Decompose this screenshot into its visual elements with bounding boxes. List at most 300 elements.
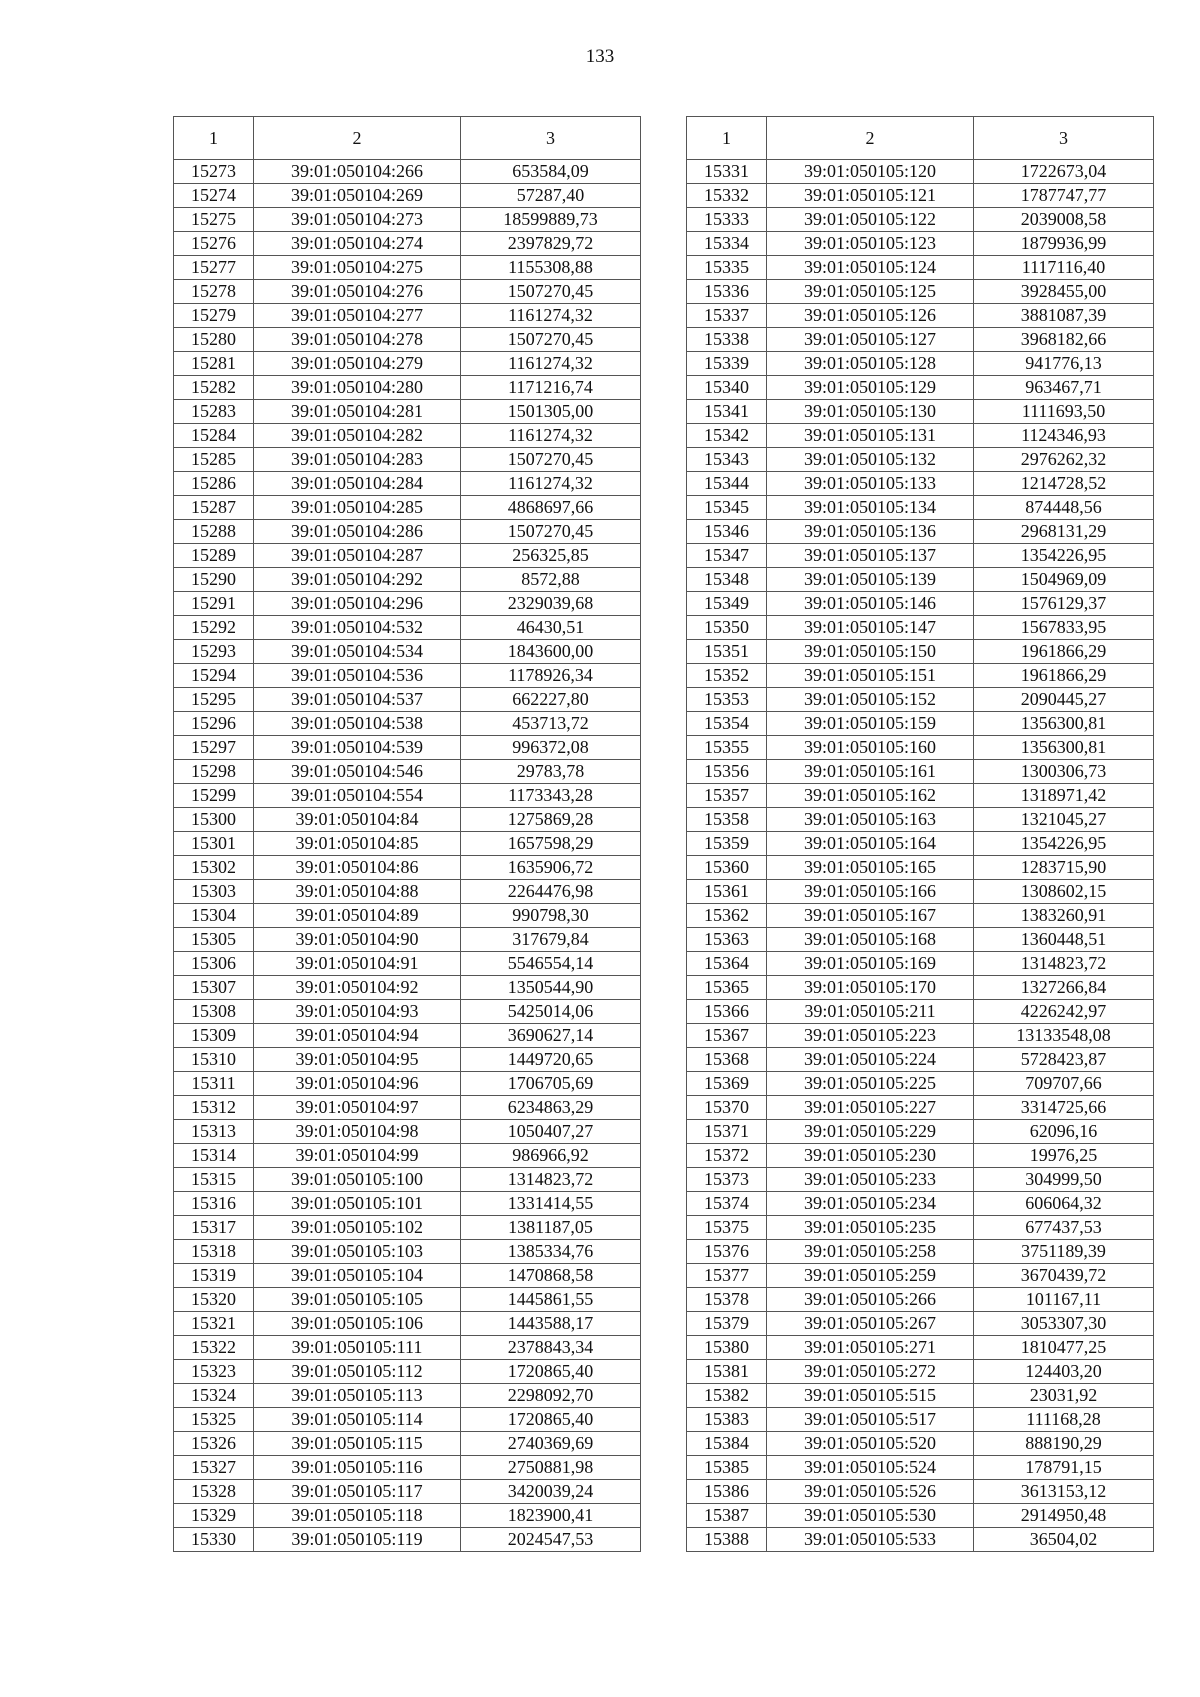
table-row bbox=[687, 280, 1154, 304]
value-cell: 1504969,09 bbox=[974, 568, 1154, 592]
cadastral-number-cell: 39:01:050105:169 bbox=[767, 952, 974, 976]
cadastral-number-cell: 39:01:050104:287 bbox=[254, 544, 461, 568]
row-number-cell: 15283 bbox=[174, 400, 254, 424]
cadastral-number-cell: 39:01:050104:90 bbox=[254, 928, 461, 952]
value-cell: 1507270,45 bbox=[461, 328, 641, 352]
cadastral-number-cell: 39:01:050104:281 bbox=[254, 400, 461, 424]
table-row bbox=[174, 976, 641, 1000]
table-row bbox=[174, 232, 641, 256]
table-row bbox=[174, 1048, 641, 1072]
cadastral-number-cell: 39:01:050105:165 bbox=[767, 856, 974, 880]
table-row bbox=[687, 760, 1154, 784]
row-number-cell: 15374 bbox=[687, 1192, 767, 1216]
table-row bbox=[174, 1480, 641, 1504]
value-cell: 1360448,51 bbox=[974, 928, 1154, 952]
value-cell: 2039008,58 bbox=[974, 208, 1154, 232]
header-row bbox=[687, 117, 1154, 160]
table-row bbox=[174, 1264, 641, 1288]
table-row bbox=[687, 1192, 1154, 1216]
row-number-cell: 15376 bbox=[687, 1240, 767, 1264]
table-row bbox=[174, 472, 641, 496]
row-number-cell: 15317 bbox=[174, 1216, 254, 1240]
table-row bbox=[687, 1504, 1154, 1528]
column-header-2: 2 bbox=[767, 117, 974, 160]
value-cell: 1161274,32 bbox=[461, 424, 641, 448]
value-cell: 1720865,40 bbox=[461, 1360, 641, 1384]
value-cell: 1161274,32 bbox=[461, 304, 641, 328]
cadastral-number-cell: 39:01:050104:534 bbox=[254, 640, 461, 664]
row-number-cell: 15358 bbox=[687, 808, 767, 832]
row-number-cell: 15329 bbox=[174, 1504, 254, 1528]
right-table bbox=[686, 116, 1154, 1552]
cadastral-number-cell: 39:01:050105:111 bbox=[254, 1336, 461, 1360]
value-cell: 1501305,00 bbox=[461, 400, 641, 424]
table-row bbox=[174, 1120, 641, 1144]
row-number-cell: 15310 bbox=[174, 1048, 254, 1072]
value-cell: 3928455,00 bbox=[974, 280, 1154, 304]
row-number-cell: 15388 bbox=[687, 1528, 767, 1552]
value-cell: 36504,02 bbox=[974, 1528, 1154, 1552]
value-cell: 1117116,40 bbox=[974, 256, 1154, 280]
cadastral-number-cell: 39:01:050105:128 bbox=[767, 352, 974, 376]
cadastral-number-cell: 39:01:050105:122 bbox=[767, 208, 974, 232]
value-cell: 2397829,72 bbox=[461, 232, 641, 256]
table-row bbox=[174, 544, 641, 568]
table-row bbox=[174, 808, 641, 832]
value-cell: 1961866,29 bbox=[974, 640, 1154, 664]
cadastral-number-cell: 39:01:050104:86 bbox=[254, 856, 461, 880]
value-cell: 57287,40 bbox=[461, 184, 641, 208]
row-number-cell: 15276 bbox=[174, 232, 254, 256]
row-number-cell: 15334 bbox=[687, 232, 767, 256]
cadastral-number-cell: 39:01:050105:106 bbox=[254, 1312, 461, 1336]
cadastral-number-cell: 39:01:050105:266 bbox=[767, 1288, 974, 1312]
table-row bbox=[687, 256, 1154, 280]
cadastral-number-cell: 39:01:050105:234 bbox=[767, 1192, 974, 1216]
row-number-cell: 15369 bbox=[687, 1072, 767, 1096]
cadastral-number-cell: 39:01:050105:114 bbox=[254, 1408, 461, 1432]
value-cell: 1314823,72 bbox=[461, 1168, 641, 1192]
row-number-cell: 15290 bbox=[174, 568, 254, 592]
cadastral-number-cell: 39:01:050105:229 bbox=[767, 1120, 974, 1144]
table-row bbox=[174, 1024, 641, 1048]
row-number-cell: 15327 bbox=[174, 1456, 254, 1480]
value-cell: 5728423,87 bbox=[974, 1048, 1154, 1072]
row-number-cell: 15352 bbox=[687, 664, 767, 688]
cadastral-number-cell: 39:01:050104:536 bbox=[254, 664, 461, 688]
cadastral-number-cell: 39:01:050105:530 bbox=[767, 1504, 974, 1528]
cadastral-number-cell: 39:01:050105:267 bbox=[767, 1312, 974, 1336]
row-number-cell: 15365 bbox=[687, 976, 767, 1000]
table-row bbox=[174, 904, 641, 928]
value-cell: 1657598,29 bbox=[461, 832, 641, 856]
row-number-cell: 15375 bbox=[687, 1216, 767, 1240]
table-row bbox=[687, 400, 1154, 424]
row-number-cell: 15340 bbox=[687, 376, 767, 400]
cadastral-number-cell: 39:01:050104:532 bbox=[254, 616, 461, 640]
table-row bbox=[687, 808, 1154, 832]
table-row bbox=[174, 1432, 641, 1456]
row-number-cell: 15379 bbox=[687, 1312, 767, 1336]
value-cell: 1720865,40 bbox=[461, 1408, 641, 1432]
value-cell: 2298092,70 bbox=[461, 1384, 641, 1408]
cadastral-number-cell: 39:01:050104:275 bbox=[254, 256, 461, 280]
cadastral-number-cell: 39:01:050104:269 bbox=[254, 184, 461, 208]
cadastral-number-cell: 39:01:050105:139 bbox=[767, 568, 974, 592]
value-cell: 1383260,91 bbox=[974, 904, 1154, 928]
row-number-cell: 15274 bbox=[174, 184, 254, 208]
row-number-cell: 15342 bbox=[687, 424, 767, 448]
value-cell: 1300306,73 bbox=[974, 760, 1154, 784]
cadastral-number-cell: 39:01:050104:97 bbox=[254, 1096, 461, 1120]
value-cell: 1327266,84 bbox=[974, 976, 1154, 1000]
cadastral-number-cell: 39:01:050105:112 bbox=[254, 1360, 461, 1384]
table-row bbox=[687, 976, 1154, 1000]
value-cell: 1507270,45 bbox=[461, 520, 641, 544]
row-number-cell: 15360 bbox=[687, 856, 767, 880]
value-cell: 1507270,45 bbox=[461, 448, 641, 472]
cadastral-number-cell: 39:01:050105:223 bbox=[767, 1024, 974, 1048]
table-row bbox=[687, 616, 1154, 640]
cadastral-number-cell: 39:01:050104:283 bbox=[254, 448, 461, 472]
row-number-cell: 15321 bbox=[174, 1312, 254, 1336]
value-cell: 4868697,66 bbox=[461, 496, 641, 520]
row-number-cell: 15377 bbox=[687, 1264, 767, 1288]
table-row bbox=[174, 520, 641, 544]
table-row bbox=[687, 928, 1154, 952]
table-row bbox=[687, 472, 1154, 496]
cadastral-number-cell: 39:01:050105:124 bbox=[767, 256, 974, 280]
cadastral-number-cell: 39:01:050105:227 bbox=[767, 1096, 974, 1120]
cadastral-number-cell: 39:01:050105:235 bbox=[767, 1216, 974, 1240]
row-number-cell: 15282 bbox=[174, 376, 254, 400]
row-number-cell: 15354 bbox=[687, 712, 767, 736]
row-number-cell: 15357 bbox=[687, 784, 767, 808]
cadastral-number-cell: 39:01:050104:88 bbox=[254, 880, 461, 904]
value-cell: 3751189,39 bbox=[974, 1240, 1154, 1264]
column-header-2: 2 bbox=[254, 117, 461, 160]
row-number-cell: 15328 bbox=[174, 1480, 254, 1504]
cadastral-number-cell: 39:01:050104:285 bbox=[254, 496, 461, 520]
cadastral-number-cell: 39:01:050104:554 bbox=[254, 784, 461, 808]
table-row bbox=[687, 832, 1154, 856]
table-row bbox=[174, 424, 641, 448]
value-cell: 996372,08 bbox=[461, 736, 641, 760]
cadastral-number-cell: 39:01:050104:279 bbox=[254, 352, 461, 376]
cadastral-number-cell: 39:01:050105:125 bbox=[767, 280, 974, 304]
row-number-cell: 15331 bbox=[687, 160, 767, 184]
table-row bbox=[687, 1024, 1154, 1048]
row-number-cell: 15332 bbox=[687, 184, 767, 208]
table-row bbox=[687, 304, 1154, 328]
cadastral-number-cell: 39:01:050104:286 bbox=[254, 520, 461, 544]
cadastral-number-cell: 39:01:050104:91 bbox=[254, 952, 461, 976]
value-cell: 941776,13 bbox=[974, 352, 1154, 376]
cadastral-number-cell: 39:01:050105:146 bbox=[767, 592, 974, 616]
cadastral-number-cell: 39:01:050105:526 bbox=[767, 1480, 974, 1504]
row-number-cell: 15313 bbox=[174, 1120, 254, 1144]
table-row bbox=[174, 1408, 641, 1432]
row-number-cell: 15337 bbox=[687, 304, 767, 328]
value-cell: 986966,92 bbox=[461, 1144, 641, 1168]
value-cell: 8572,88 bbox=[461, 568, 641, 592]
row-number-cell: 15294 bbox=[174, 664, 254, 688]
row-number-cell: 15385 bbox=[687, 1456, 767, 1480]
value-cell: 653584,09 bbox=[461, 160, 641, 184]
row-number-cell: 15278 bbox=[174, 280, 254, 304]
value-cell: 13133548,08 bbox=[974, 1024, 1154, 1048]
row-number-cell: 15306 bbox=[174, 952, 254, 976]
row-number-cell: 15384 bbox=[687, 1432, 767, 1456]
value-cell: 1155308,88 bbox=[461, 256, 641, 280]
cadastral-number-cell: 39:01:050105:129 bbox=[767, 376, 974, 400]
row-number-cell: 15302 bbox=[174, 856, 254, 880]
table-row bbox=[174, 400, 641, 424]
row-number-cell: 15323 bbox=[174, 1360, 254, 1384]
row-number-cell: 15333 bbox=[687, 208, 767, 232]
table-row bbox=[687, 1120, 1154, 1144]
value-cell: 1321045,27 bbox=[974, 808, 1154, 832]
row-number-cell: 15286 bbox=[174, 472, 254, 496]
table-row bbox=[174, 736, 641, 760]
table-row bbox=[174, 1000, 641, 1024]
value-cell: 2090445,27 bbox=[974, 688, 1154, 712]
value-cell: 1443588,17 bbox=[461, 1312, 641, 1336]
cadastral-number-cell: 39:01:050104:273 bbox=[254, 208, 461, 232]
table-row bbox=[174, 1312, 641, 1336]
table-row bbox=[174, 1360, 641, 1384]
value-cell: 1507270,45 bbox=[461, 280, 641, 304]
column-header-1: 1 bbox=[687, 117, 767, 160]
row-number-cell: 15289 bbox=[174, 544, 254, 568]
row-number-cell: 15381 bbox=[687, 1360, 767, 1384]
table-row bbox=[174, 1096, 641, 1120]
table-row bbox=[687, 544, 1154, 568]
table-row bbox=[174, 304, 641, 328]
table-row bbox=[174, 1384, 641, 1408]
value-cell: 3881087,39 bbox=[974, 304, 1154, 328]
table-row bbox=[687, 160, 1154, 184]
value-cell: 1354226,95 bbox=[974, 544, 1154, 568]
table-row bbox=[174, 760, 641, 784]
row-number-cell: 15304 bbox=[174, 904, 254, 928]
cadastral-number-cell: 39:01:050105:524 bbox=[767, 1456, 974, 1480]
table-row bbox=[174, 1528, 641, 1552]
row-number-cell: 15291 bbox=[174, 592, 254, 616]
row-number-cell: 15351 bbox=[687, 640, 767, 664]
row-number-cell: 15345 bbox=[687, 496, 767, 520]
column-header-1: 1 bbox=[174, 117, 254, 160]
table-row bbox=[687, 568, 1154, 592]
row-number-cell: 15311 bbox=[174, 1072, 254, 1096]
value-cell: 1050407,27 bbox=[461, 1120, 641, 1144]
table-row bbox=[174, 448, 641, 472]
cadastral-number-cell: 39:01:050104:538 bbox=[254, 712, 461, 736]
table-row bbox=[687, 1072, 1154, 1096]
value-cell: 1576129,37 bbox=[974, 592, 1154, 616]
table-row bbox=[687, 208, 1154, 232]
table-row bbox=[687, 1384, 1154, 1408]
row-number-cell: 15322 bbox=[174, 1336, 254, 1360]
table-row bbox=[174, 592, 641, 616]
cadastral-number-cell: 39:01:050104:292 bbox=[254, 568, 461, 592]
table-row bbox=[174, 928, 641, 952]
row-number-cell: 15297 bbox=[174, 736, 254, 760]
table-row bbox=[174, 616, 641, 640]
cadastral-number-cell: 39:01:050104:85 bbox=[254, 832, 461, 856]
cadastral-number-cell: 39:01:050105:120 bbox=[767, 160, 974, 184]
cadastral-number-cell: 39:01:050105:259 bbox=[767, 1264, 974, 1288]
value-cell: 317679,84 bbox=[461, 928, 641, 952]
table-row bbox=[174, 1168, 641, 1192]
page-number: 133 bbox=[585, 46, 615, 67]
value-cell: 62096,16 bbox=[974, 1120, 1154, 1144]
row-number-cell: 15359 bbox=[687, 832, 767, 856]
row-number-cell: 15298 bbox=[174, 760, 254, 784]
cadastral-number-cell: 39:01:050104:277 bbox=[254, 304, 461, 328]
value-cell: 1810477,25 bbox=[974, 1336, 1154, 1360]
table-row bbox=[174, 184, 641, 208]
row-number-cell: 15277 bbox=[174, 256, 254, 280]
value-cell: 1823900,41 bbox=[461, 1504, 641, 1528]
value-cell: 2750881,98 bbox=[461, 1456, 641, 1480]
cadastral-number-cell: 39:01:050104:95 bbox=[254, 1048, 461, 1072]
row-number-cell: 15344 bbox=[687, 472, 767, 496]
row-number-cell: 15305 bbox=[174, 928, 254, 952]
value-cell: 1356300,81 bbox=[974, 736, 1154, 760]
row-number-cell: 15336 bbox=[687, 280, 767, 304]
table-row bbox=[687, 1216, 1154, 1240]
cadastral-number-cell: 39:01:050105:520 bbox=[767, 1432, 974, 1456]
row-number-cell: 15279 bbox=[174, 304, 254, 328]
value-cell: 1381187,05 bbox=[461, 1216, 641, 1240]
cadastral-number-cell: 39:01:050105:147 bbox=[767, 616, 974, 640]
value-cell: 2740369,69 bbox=[461, 1432, 641, 1456]
table-row bbox=[687, 496, 1154, 520]
table-row bbox=[174, 352, 641, 376]
row-number-cell: 15368 bbox=[687, 1048, 767, 1072]
table-row bbox=[687, 688, 1154, 712]
table-row bbox=[174, 1216, 641, 1240]
row-number-cell: 15284 bbox=[174, 424, 254, 448]
value-cell: 1314823,72 bbox=[974, 952, 1154, 976]
column-header-3: 3 bbox=[461, 117, 641, 160]
row-number-cell: 15299 bbox=[174, 784, 254, 808]
value-cell: 1124346,93 bbox=[974, 424, 1154, 448]
cadastral-number-cell: 39:01:050105:127 bbox=[767, 328, 974, 352]
row-number-cell: 15281 bbox=[174, 352, 254, 376]
row-number-cell: 15347 bbox=[687, 544, 767, 568]
value-cell: 1318971,42 bbox=[974, 784, 1154, 808]
table-row bbox=[687, 1096, 1154, 1120]
row-number-cell: 15319 bbox=[174, 1264, 254, 1288]
row-number-cell: 15316 bbox=[174, 1192, 254, 1216]
cadastral-number-cell: 39:01:050105:533 bbox=[767, 1528, 974, 1552]
value-cell: 1470868,58 bbox=[461, 1264, 641, 1288]
table-row bbox=[687, 712, 1154, 736]
cadastral-number-cell: 39:01:050105:272 bbox=[767, 1360, 974, 1384]
value-cell: 2329039,68 bbox=[461, 592, 641, 616]
table-row bbox=[687, 448, 1154, 472]
row-number-cell: 15330 bbox=[174, 1528, 254, 1552]
cadastral-number-cell: 39:01:050104:276 bbox=[254, 280, 461, 304]
value-cell: 3690627,14 bbox=[461, 1024, 641, 1048]
value-cell: 1161274,32 bbox=[461, 472, 641, 496]
table-row bbox=[687, 1408, 1154, 1432]
cadastral-number-cell: 39:01:050105:126 bbox=[767, 304, 974, 328]
row-number-cell: 15364 bbox=[687, 952, 767, 976]
row-number-cell: 15307 bbox=[174, 976, 254, 1000]
value-cell: 29783,78 bbox=[461, 760, 641, 784]
value-cell: 1275869,28 bbox=[461, 808, 641, 832]
cadastral-number-cell: 39:01:050105:100 bbox=[254, 1168, 461, 1192]
value-cell: 2914950,48 bbox=[974, 1504, 1154, 1528]
row-number-cell: 15371 bbox=[687, 1120, 767, 1144]
row-number-cell: 15292 bbox=[174, 616, 254, 640]
table-row bbox=[174, 1192, 641, 1216]
row-number-cell: 15355 bbox=[687, 736, 767, 760]
value-cell: 1354226,95 bbox=[974, 832, 1154, 856]
value-cell: 1843600,00 bbox=[461, 640, 641, 664]
cadastral-number-cell: 39:01:050104:546 bbox=[254, 760, 461, 784]
value-cell: 453713,72 bbox=[461, 712, 641, 736]
row-number-cell: 15373 bbox=[687, 1168, 767, 1192]
cadastral-number-cell: 39:01:050104:99 bbox=[254, 1144, 461, 1168]
table-row bbox=[687, 1144, 1154, 1168]
value-cell: 3053307,30 bbox=[974, 1312, 1154, 1336]
value-cell: 1331414,55 bbox=[461, 1192, 641, 1216]
cadastral-number-cell: 39:01:050105:161 bbox=[767, 760, 974, 784]
row-number-cell: 15296 bbox=[174, 712, 254, 736]
cadastral-number-cell: 39:01:050104:284 bbox=[254, 472, 461, 496]
table-row bbox=[174, 688, 641, 712]
value-cell: 1171216,74 bbox=[461, 376, 641, 400]
value-cell: 3420039,24 bbox=[461, 1480, 641, 1504]
table-row bbox=[174, 1144, 641, 1168]
table-row bbox=[687, 1240, 1154, 1264]
value-cell: 1350544,90 bbox=[461, 976, 641, 1000]
table-row bbox=[174, 640, 641, 664]
value-cell: 101167,11 bbox=[974, 1288, 1154, 1312]
row-number-cell: 15353 bbox=[687, 688, 767, 712]
cadastral-number-cell: 39:01:050105:271 bbox=[767, 1336, 974, 1360]
cadastral-number-cell: 39:01:050105:515 bbox=[767, 1384, 974, 1408]
cadastral-number-cell: 39:01:050104:537 bbox=[254, 688, 461, 712]
row-number-cell: 15325 bbox=[174, 1408, 254, 1432]
cadastral-number-cell: 39:01:050105:117 bbox=[254, 1480, 461, 1504]
row-number-cell: 15378 bbox=[687, 1288, 767, 1312]
column-header-3: 3 bbox=[974, 117, 1154, 160]
cadastral-number-cell: 39:01:050105:230 bbox=[767, 1144, 974, 1168]
cadastral-number-cell: 39:01:050105:134 bbox=[767, 496, 974, 520]
table-row bbox=[687, 184, 1154, 208]
value-cell: 1722673,04 bbox=[974, 160, 1154, 184]
row-number-cell: 15339 bbox=[687, 352, 767, 376]
table-row bbox=[687, 1480, 1154, 1504]
table-row bbox=[687, 664, 1154, 688]
value-cell: 606064,32 bbox=[974, 1192, 1154, 1216]
table-row bbox=[174, 256, 641, 280]
cadastral-number-cell: 39:01:050104:282 bbox=[254, 424, 461, 448]
value-cell: 256325,85 bbox=[461, 544, 641, 568]
table-row bbox=[174, 856, 641, 880]
row-number-cell: 15280 bbox=[174, 328, 254, 352]
value-cell: 662227,80 bbox=[461, 688, 641, 712]
cadastral-number-cell: 39:01:050105:113 bbox=[254, 1384, 461, 1408]
value-cell: 2976262,32 bbox=[974, 448, 1154, 472]
cadastral-number-cell: 39:01:050105:160 bbox=[767, 736, 974, 760]
row-number-cell: 15343 bbox=[687, 448, 767, 472]
